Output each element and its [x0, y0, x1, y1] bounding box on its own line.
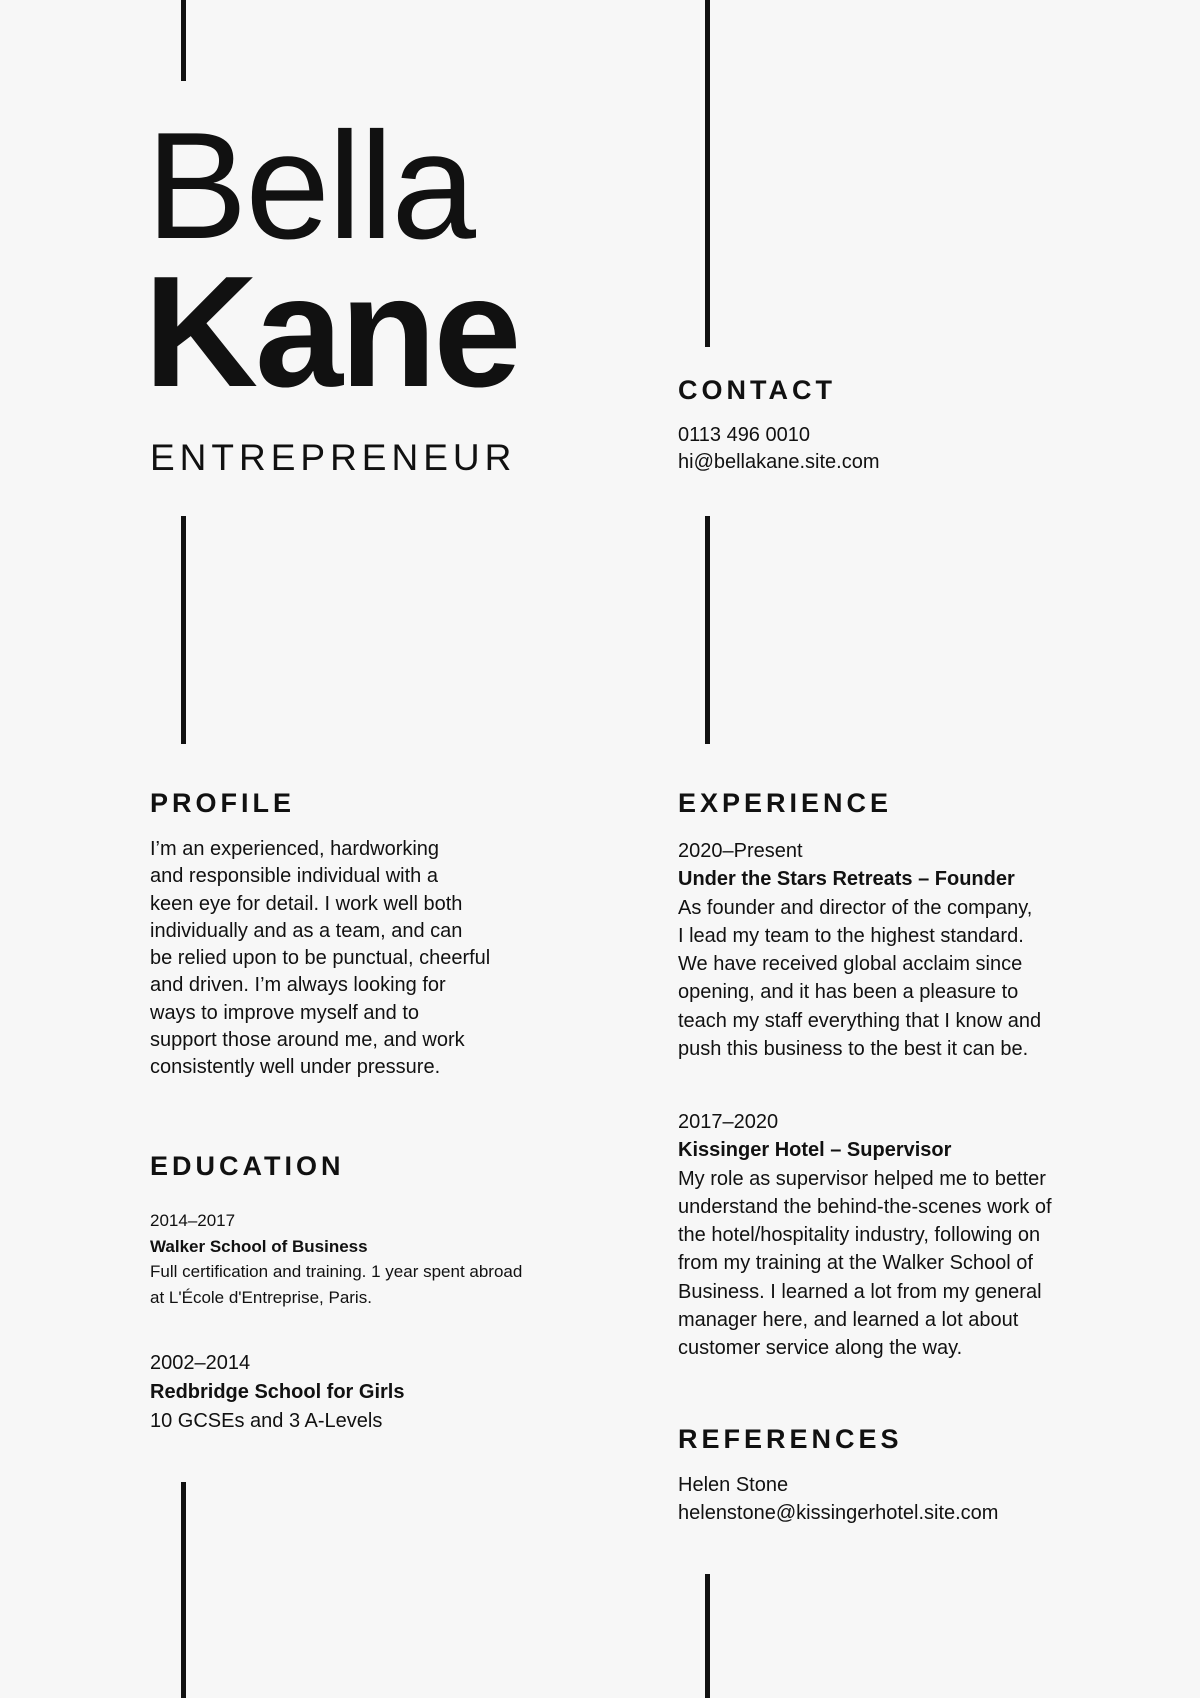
experience-item — [678, 837, 1041, 1063]
experience-description: manager here, and learned a lot about — [678, 1309, 1019, 1332]
contact-details — [678, 422, 880, 477]
experience-dates: 2017–2020 — [678, 1111, 779, 1133]
experience-description: the hotel/hospitality industry, following on — [678, 1224, 1041, 1247]
profile-line: and responsible individual with a — [150, 865, 438, 888]
experience-description: teach my staff everything that I know and — [678, 1009, 1042, 1032]
education-dates: 2014–2017 — [150, 1211, 236, 1230]
divider-mid-left — [181, 516, 186, 744]
education-dates: 2002–2014 — [150, 1352, 251, 1374]
reference-name: Helen Stone — [678, 1474, 789, 1496]
divider-top-right — [705, 0, 710, 347]
reference-email: helenstone@kissingerhotel.site.com — [678, 1502, 999, 1525]
experience-description: from my training at the Walker School of — [678, 1252, 1033, 1275]
profile-heading: PROFILE — [150, 788, 296, 818]
divider-mid-right — [705, 516, 710, 744]
education-school: Redbridge School for Girls — [150, 1381, 405, 1403]
experience-description: understand the behind-the-scenes work of — [678, 1195, 1052, 1218]
education-heading: EDUCATION — [150, 1151, 345, 1181]
profile-line: individually and as a team, and can — [150, 919, 463, 942]
experience-dates: 2020–Present — [678, 840, 803, 862]
divider-bottom-left — [181, 1482, 186, 1698]
experience-description: customer service along the way. — [678, 1337, 963, 1360]
experience-description: My role as supervisor helped me to better — [678, 1167, 1046, 1190]
experience-role: Kissinger Hotel – Supervisor — [678, 1139, 952, 1162]
education-item — [150, 1208, 522, 1310]
profile-line: ways to improve myself and to — [150, 1001, 419, 1024]
experience-item — [678, 1108, 1052, 1363]
job-title: ENTREPRENEUR — [150, 437, 517, 478]
experience-description: I lead my team to the highest standard. — [678, 924, 1024, 947]
reference-item — [678, 1471, 998, 1528]
experience-description: We have received global acclaim since — [678, 953, 1023, 976]
education-description: 10 GCSEs and 3 A-Levels — [150, 1410, 383, 1432]
education-description: Full certification and training. 1 year spent abroad — [150, 1262, 523, 1281]
profile-line: and driven. I’m always looking for — [150, 974, 446, 997]
profile-line: keen eye for detail. I work well both — [150, 892, 463, 915]
profile-line: support those around me, and work — [150, 1029, 465, 1052]
last-name: Kane — [144, 244, 519, 420]
profile-text — [150, 836, 490, 1082]
contact-email: hi@bellakane.site.com — [678, 451, 880, 474]
experience-description: Business. I learned a lot from my general — [678, 1280, 1042, 1303]
experience-description: As founder and director of the company, — [678, 896, 1033, 919]
contact-heading: CONTACT — [678, 375, 836, 405]
experience-role: Under the Stars Retreats – Founder — [678, 868, 1015, 891]
references-heading: REFERENCES — [678, 1424, 903, 1454]
experience-heading: EXPERIENCE — [678, 788, 893, 818]
experience-description: push this business to the best it can be. — [678, 1038, 1029, 1061]
first-name: Bella — [146, 101, 474, 271]
profile-line: I’m an experienced, hardworking — [150, 838, 440, 860]
contact-phone: 0113 496 0010 — [678, 424, 810, 446]
education-item — [150, 1349, 404, 1436]
divider-bottom-right — [705, 1574, 710, 1698]
experience-description: opening, and it has been a pleasure to — [678, 981, 1019, 1004]
education-description: at L'École d'Entreprise, Paris. — [150, 1287, 372, 1307]
divider-top-left — [181, 0, 186, 81]
profile-line: consistently well under pressure. — [150, 1056, 441, 1079]
education-school: Walker School of Business — [150, 1236, 368, 1256]
profile-line: be relied upon to be punctual, cheerful — [150, 947, 491, 970]
